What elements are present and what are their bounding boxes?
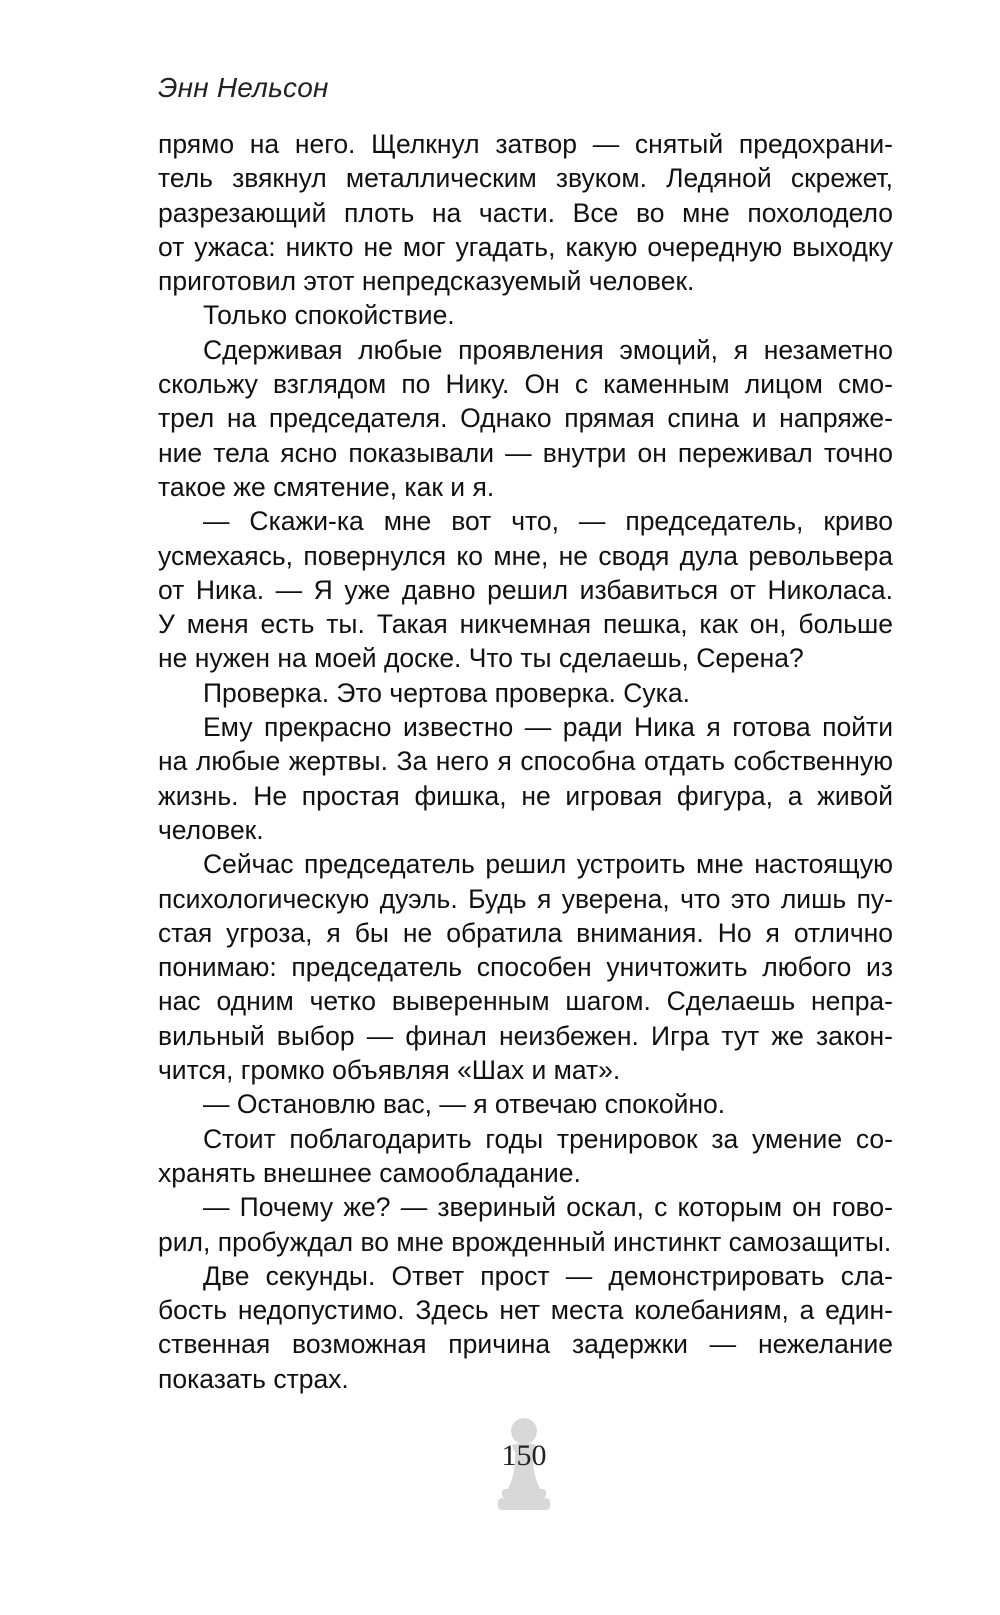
text-line: — Почему же? — звериный оскал, с которым он гово- bbox=[203, 1192, 893, 1223]
text-line: жизнь. Не простая фишка, не игровая фигура, а живой bbox=[158, 780, 893, 811]
text-line: показать страх. bbox=[158, 1363, 349, 1394]
text-line: Стоит поблагодарить годы тренировок за умение со- bbox=[203, 1123, 893, 1154]
text-line: рил, пробуждал во мне врожденный инстинкт самозащиты. bbox=[158, 1226, 892, 1257]
text-line: вильный выбор — финал неизбежен. Игра тут же закон- bbox=[158, 1020, 893, 1051]
text-line: чится, громко объявляя «Шах и мат». bbox=[158, 1055, 621, 1086]
text-line: не нужен на моей доске. Что ты сделаешь, Серена? bbox=[158, 643, 804, 674]
running-head-title: Энн Нельсон bbox=[158, 72, 329, 103]
text-line: человек. bbox=[158, 814, 264, 845]
text-line: приготовил этот непредсказуемый человек. bbox=[158, 266, 695, 297]
text-line: психологическую дуэль. Будь я уверена, что это лишь пу- bbox=[158, 883, 893, 914]
text-line: тель звякнул металлическим звуком. Ледяной скрежет, bbox=[158, 163, 893, 194]
text-line: на любые жертвы. За него я способна отдать собственную bbox=[158, 746, 893, 777]
text-line: — Скажи-ка мне вот что, — председатель, криво bbox=[203, 506, 893, 537]
text-line: стая угроза, я бы не обратила внимания. Но я отлично bbox=[158, 917, 893, 948]
text-line: от ужаса: никто не мог угадать, какую очередную выходку bbox=[158, 231, 893, 262]
text-line: такое же смятение, как и я. bbox=[158, 471, 495, 502]
text-line: Только спокойствие. bbox=[203, 300, 455, 331]
body-text bbox=[158, 127, 893, 1396]
text-line: бость недопустимо. Здесь нет места колебаниям, а един- bbox=[158, 1295, 893, 1326]
text-line: от Ника. — Я уже давно решил избавиться от Николаса. bbox=[158, 574, 893, 605]
text-line: скольжу взглядом по Нику. Он с каменным лицом смо- bbox=[158, 369, 893, 400]
text-line: ственная возможная причина задержки — нежелание bbox=[158, 1329, 893, 1360]
text-line: Две секунды. Ответ прост — демонстрировать сла- bbox=[203, 1260, 893, 1291]
text-line: разрезающий плоть на части. Все во мне похолодело bbox=[158, 197, 893, 228]
text-line: прямо на него. Щелкнул затвор — снятый предохрани- bbox=[158, 129, 893, 159]
text-line: ние тела ясно показывали — внутри он переживал точно bbox=[158, 437, 893, 468]
text-line: Сейчас председатель решил устроить мне настоящую bbox=[203, 849, 893, 880]
text-line: Проверка. Это чертова проверка. Сука. bbox=[203, 677, 690, 708]
text-line: Сдерживая любые проявления эмоций, я незаметно bbox=[203, 334, 893, 365]
text-line: трел на председателя. Однако прямая спина и напряже- bbox=[158, 403, 893, 434]
text-line: понимаю: председатель способен уничтожить любого из bbox=[158, 952, 893, 983]
page-number: 150 bbox=[501, 1439, 547, 1472]
text-line: У меня есть ты. Такая никчемная пешка, как он, больше bbox=[158, 609, 893, 640]
page-footer bbox=[0, 1415, 1000, 1525]
text-line: хранять внешнее самообладание. bbox=[158, 1157, 581, 1188]
text-line: Ему прекрасно известно — ради Ника я готова пойти bbox=[203, 712, 893, 743]
text-line: усмехаясь, повернулся ко мне, не сводя дула револьвера bbox=[158, 540, 893, 571]
text-line: нас одним четко выверенным шагом. Сделаешь непра- bbox=[158, 986, 893, 1017]
text-line: — Остановлю вас, — я отвечаю спокойно. bbox=[203, 1089, 726, 1120]
